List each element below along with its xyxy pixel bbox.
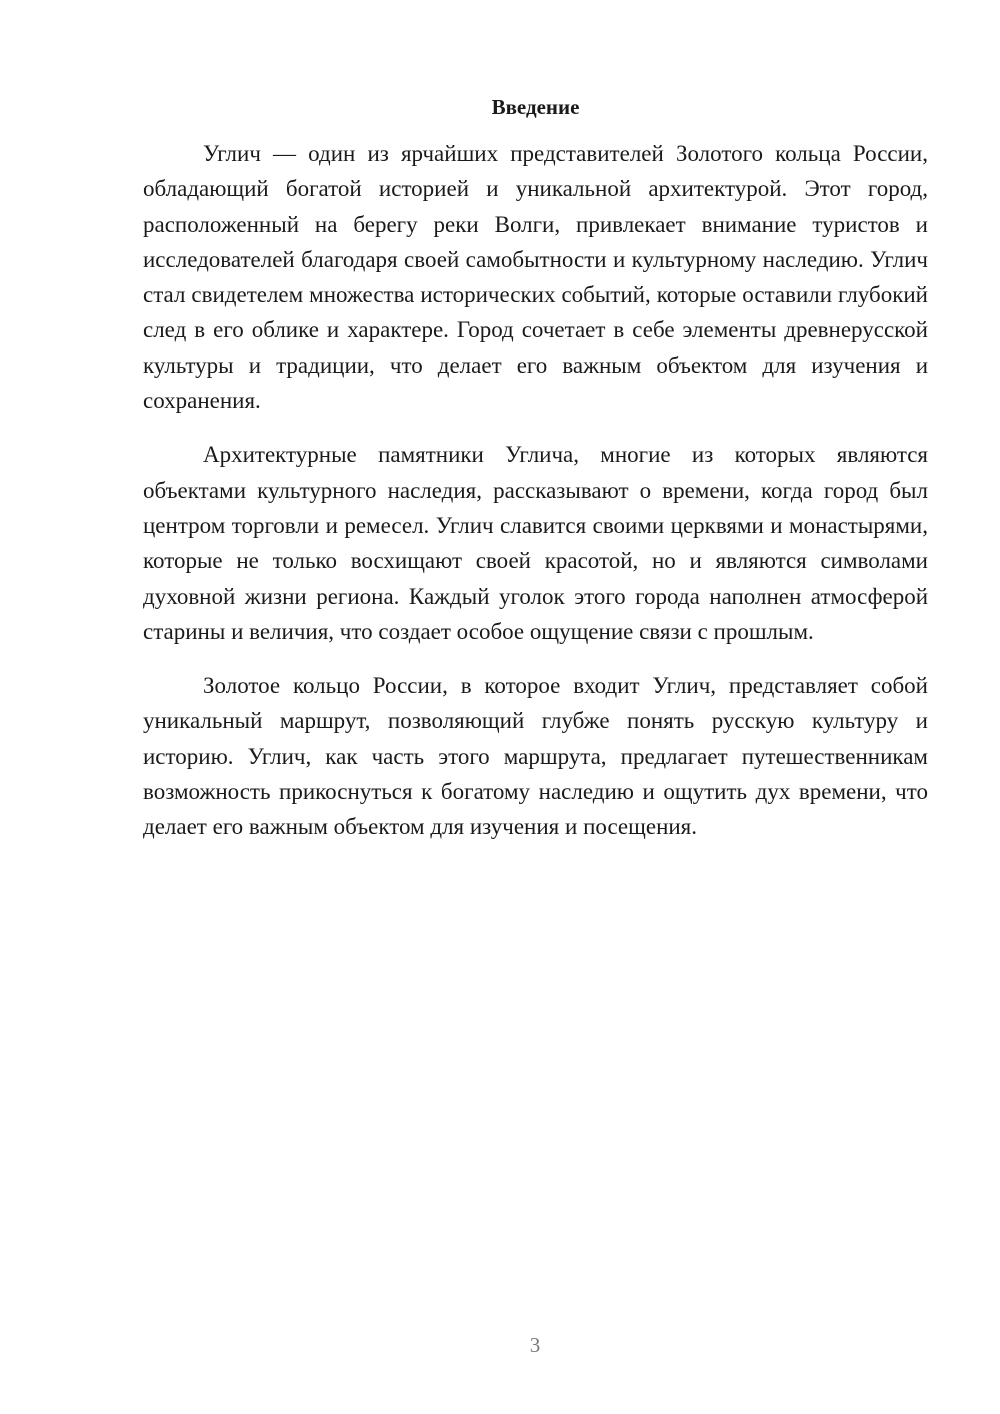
page-content [143,92,928,864]
paragraph-2: Архитектурные памятники Углича, многие из которых являются объектами культурного наследия, рассказывают о времени, когда город был центром торговли и ремесел. Углич славится своими церквями и монастырями, которые не только восхищают своей красотой, но и являются символами духовной жизни региона. Каждый уголок этого города наполнен атмосферой старины и величия, что создает особое ощущение связи с прошлым. [143,442,928,644]
paragraph-3: Золотое кольцо России, в которое входит Углич, представляет собой уникальный маршрут, позволяющий глубже понять русскую культуру и историю. Углич, как часть этого маршрута, предлагает путешественникам возможность прикоснуться к богатому наследию и ощутить дух времени, что делает его важным объектом для изучения и посещения. [143,673,928,840]
section-heading: Введение [491,95,580,119]
page-number: 3 [529,1333,541,1357]
paragraph-1: Углич — один из ярчайших представителей Золотого кольца России, обладающий богатой историей и уникальной архитектурой. Этот город, расположенный на берегу реки Волги, привлекает внимание туристов и исследователей благодаря своей самобытности и культурному наследию. Углич стал свидетелем множества исторических событий, которые оставили глубокий след в его облике и характере. Город сочетает в себе элементы древнерусской культуры и традиции, что делает его важным объектом для изучения и сохранения. [143,141,928,414]
